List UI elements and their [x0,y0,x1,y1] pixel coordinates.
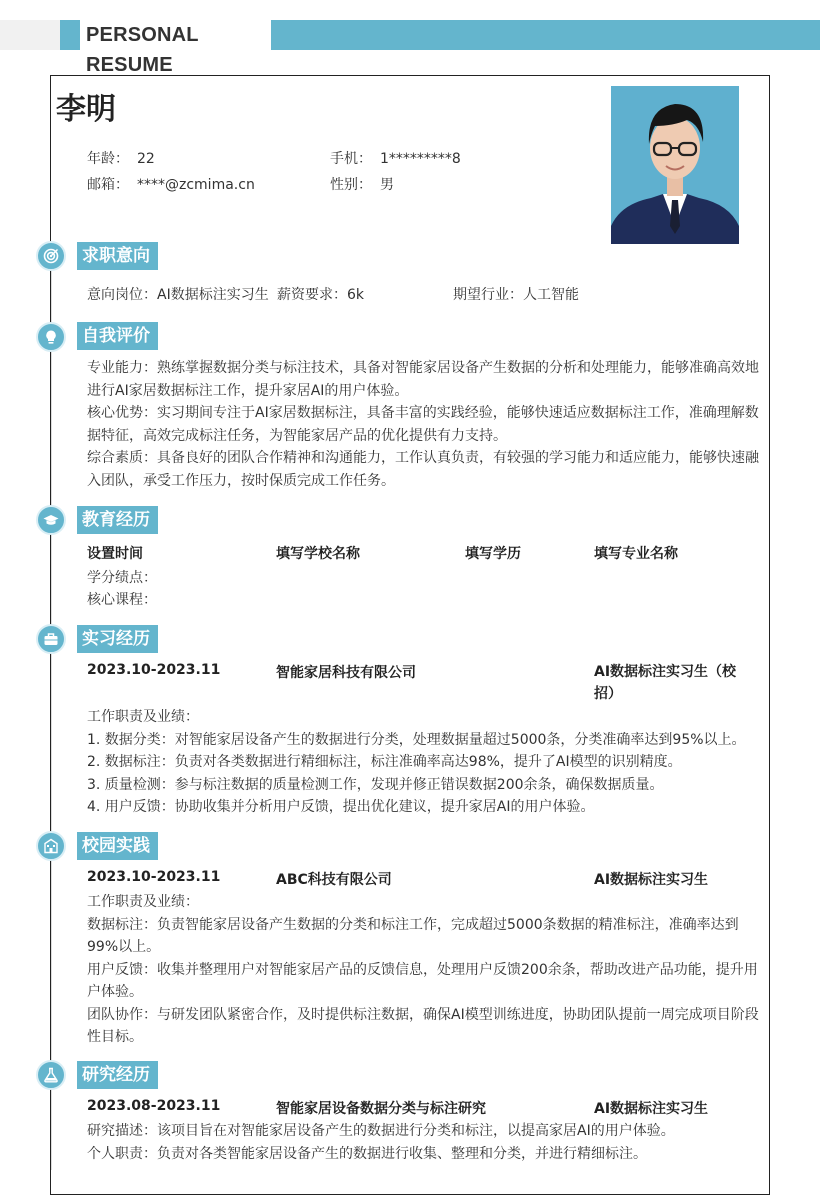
flask-icon [36,1060,66,1090]
header-gray-block [0,20,60,50]
section-title-internship: 实习经历 [77,625,158,653]
campus-line: 工作职责及业绩： [87,894,199,910]
phone-label: 手机： [330,151,372,167]
education-courses: 核心课程： [87,592,157,608]
self-eval-line: 综合素质：具备良好的团队合作精神和沟通能力，工作认真负责，有较强的学习能力和适应能力，能够快速融入团队，承受工作压力，按时保质完成工作任务。 [87,450,759,489]
intent-industry: 期望行业：人工智能 [453,287,579,303]
target-icon [36,241,66,271]
self-eval-line: 专业能力：熟练掌握数据分类与标注技术，具备对智能家居设备产生数据的分析和处理能力，能够准确高效地进行AI家居数据标注工作，提升家居AI的用户体验。 [87,360,759,399]
email-field [87,174,255,194]
self-eval-line: 核心优势：实习期间专注于AI家居数据标注，具备丰富的实践经验，能够快速适应数据标注工作，准确理解数据特征，高效完成标注任务，为智能家居产品的优化提供有力支持。 [87,405,759,444]
research-project: 智能家居设备数据分类与标注研究 [276,1101,486,1117]
research-role: AI数据标注实习生 [594,1101,709,1117]
education-degree: 填写学历 [465,546,521,562]
briefcase-icon [36,624,66,654]
internship-line: 3. 质量检测：参与标注数据的质量检测工作，发现并修正错误数据200余条，确保数据质量。 [87,776,664,793]
school-building-icon [36,831,66,861]
self-eval-text [87,357,765,492]
person-name: 李明 [56,92,116,127]
campus-text [87,891,765,1049]
intent-position: 意向岗位：AI数据标注实习生 [87,287,269,303]
research-line: 个人职责：负责对各类智能家居设备产生的数据进行收集、整理和分类，并进行精细标注。 [87,1145,647,1162]
campus-time: 2023.10-2023.11 [87,869,221,885]
internship-role: AI数据标注实习生（校招） [594,664,737,702]
age-value: 22 [137,151,155,167]
research-time: 2023.08-2023.11 [87,1098,221,1114]
education-time: 设置时间 [87,546,143,562]
lightbulb-icon [36,322,66,352]
gender-label: 性别： [330,177,372,193]
education-major: 填写专业名称 [594,546,678,562]
graduation-cap-icon [36,505,66,535]
section-title-education: 教育经历 [77,506,158,534]
email-label: 邮箱： [87,177,129,193]
internship-company: 智能家居科技有限公司 [276,665,416,681]
email-value: ****@zcmima.cn [137,177,255,193]
campus-line: 团队协作：与研发团队紧密合作，及时提供标注数据，确保AI模型训练进度，协助团队提前一周完成项目阶段性目标。 [87,1006,759,1045]
section-title-campus: 校园实践 [77,832,158,860]
internship-line: 1. 数据分类：对智能家居设备产生的数据进行分类，处理数据量超过5000条，分类准确率达到95%以上。 [87,731,746,748]
campus-company: ABC科技有限公司 [276,872,392,888]
page-title: PERSONAL RESUME [80,20,270,50]
header-bar [0,20,820,76]
internship-time: 2023.10-2023.11 [87,662,221,678]
internship-line: 2. 数据标注：负责对各类数据进行精细标注，标注准确率高达98%，提升了AI模型的识别精度。 [87,754,682,770]
campus-line: 用户反馈：收集并整理用户对智能家居产品的反馈信息，处理用户反馈200余条，帮助改进产品功能，提升用户体验。 [87,961,758,1000]
phone-field [330,148,461,168]
profile-photo [611,86,739,244]
gender-value: 男 [380,177,394,193]
age-label: 年龄： [87,151,129,167]
intent-salary: 薪资要求：6k [277,287,365,303]
education-gpa: 学分绩点： [87,570,157,586]
section-title-self-eval: 自我评价 [77,322,158,350]
timeline-line [51,250,52,1170]
section-title-research: 研究经历 [77,1061,158,1089]
research-text [87,1120,765,1165]
research-line: 研究描述：该项目旨在对智能家居设备产生的数据进行分类和标注，以提高家居AI的用户体验。 [87,1123,675,1139]
internship-line: 4. 用户反馈：协助收集并分析用户反馈，提出优化建议，提升家居AI的用户体验。 [87,799,595,815]
internship-text [87,706,765,819]
campus-role: AI数据标注实习生 [594,872,709,888]
header-accent-bar [271,20,820,50]
internship-line: 工作职责及业绩： [87,709,199,725]
section-title-intent: 求职意向 [77,242,158,270]
campus-line: 数据标注：负责智能家居设备产生数据的分类和标注工作，完成超过5000条数据的精准标注，准确率达到99%以上。 [87,916,739,955]
gender-field [330,174,394,194]
education-school: 填写学校名称 [276,546,360,562]
age-field [87,148,155,168]
phone-value: 1*********8 [380,151,461,167]
header-accent-block [60,20,80,50]
